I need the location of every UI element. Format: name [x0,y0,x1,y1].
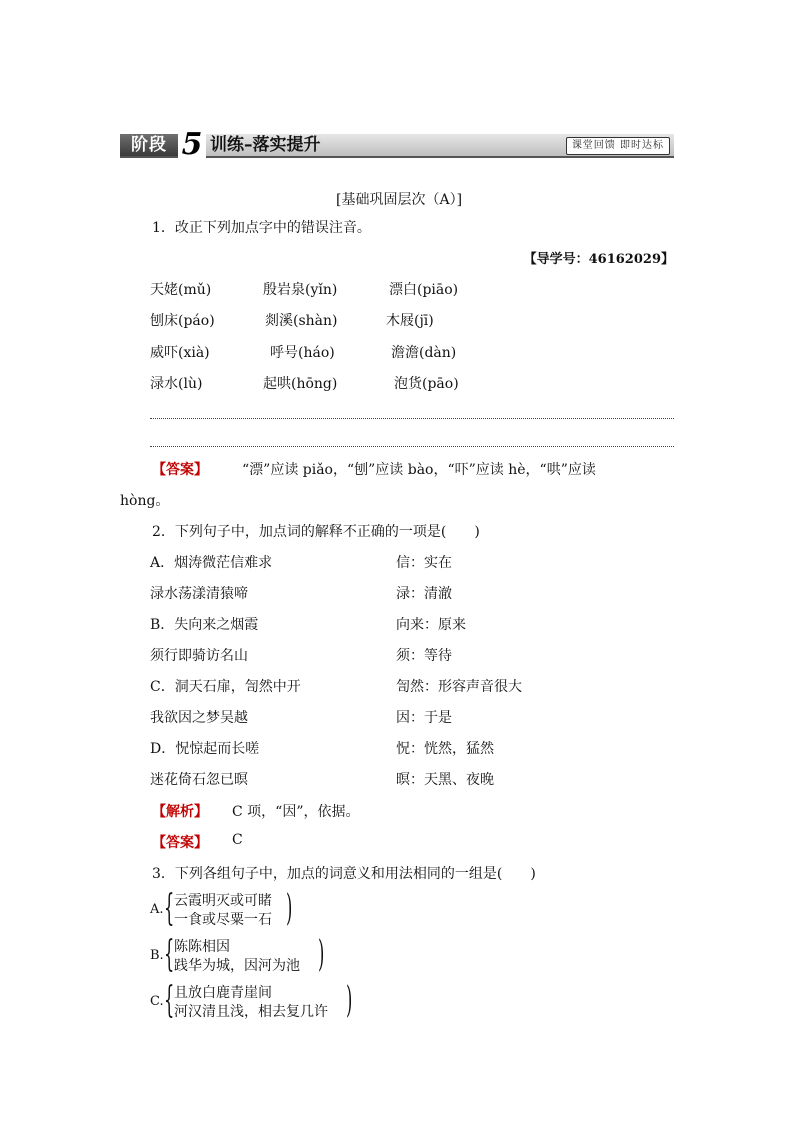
q2-sentence: 我欲因之梦吴越 [150,710,248,726]
q3-option-line: 一食或尽粟一石 [174,912,272,928]
right-paren-icon: ) [286,888,293,929]
q1-answer-text-cont: hòng。 [120,493,170,509]
q1-item: 泡货(pāo) [394,376,459,392]
banner-title: 训练–落实提升 [210,135,321,155]
q2-sentence: 迷花倚石忽已暝 [150,772,248,788]
q2-explanation: 訇然：形容声音很大 [396,679,522,695]
q3-option-b [150,936,350,976]
answer-line [150,418,674,419]
q2-sentence: A．烟涛微茫信难求 [150,555,273,571]
right-paren-icon: ) [318,934,325,975]
q1-item: 呼号(háo) [270,345,335,361]
q3-option-line: 云霞明灭或可睹 [174,893,272,909]
stage-label: 阶段 [120,134,178,156]
q2-sentence: C．洞天石扉，訇然中开 [150,679,301,695]
q1-answer-text: “漂”应读 piǎo，“刨”应读 bào，“吓”应读 hè，“哄”应读 [242,462,596,478]
q1-answer-label: 【答案】 [152,462,208,478]
left-brace-icon: { [164,888,175,929]
q2-question: 2．下列句子中，加点词的解释不正确的一项是( ) [152,524,480,540]
q2-analysis-label: 【解析】 [152,804,208,820]
left-brace-icon: { [164,934,175,975]
q1-item: 殷岩泉(yǐn) [263,282,338,298]
q2-explanation: 向来：原来 [396,617,466,633]
q2-analysis-text: C 项，“因”，依据。 [232,804,360,820]
banner-tag: 课堂回馈 即时达标 [566,137,670,155]
answer-line [150,446,674,447]
q1-item: 威吓(xià) [150,345,210,361]
q1-item: 天姥(mǔ) [150,282,212,298]
q1-item: 起哄(hōng) [263,376,338,392]
q3-option-label: C. [150,994,164,1009]
q2-sentence: 渌水荡漾清猿啼 [150,586,248,602]
q3-question: 3．下列各组句子中，加点的词意义和用法相同的一组是( ) [152,866,536,882]
q3-option-label: A. [150,902,164,917]
q3-option-line: 陈陈相因 [174,939,230,955]
q2-explanation: 怳：恍然，猛然 [396,741,494,757]
q2-explanation: 信：实在 [396,555,452,571]
q1-item: 木屐(jī) [386,313,434,329]
q3-option-label: B. [150,948,164,963]
q2-explanation: 暝：天黑、夜晚 [396,772,494,788]
section-title: [基础巩固层次（A）] [336,192,463,208]
q3-option-line: 且放白鹿青崖间 [174,985,272,1001]
q3-option-line: 河汉清且浅，相去复几许 [174,1004,328,1020]
q3-option-c [150,982,370,1022]
q3-option-a [150,890,350,930]
q2-sentence: 须行即骑访名山 [150,648,248,664]
q1-item: 漂白(piāo) [389,282,459,298]
q2-answer-text: C [232,832,243,848]
right-paren-icon: ) [346,980,353,1021]
q2-explanation: 因：于是 [396,710,452,726]
q2-answer-label: 【答案】 [152,835,208,851]
q1-item: 渌水(lù) [150,376,203,392]
q1-question: 1．改正下列加点字中的错误注音。 [152,220,371,236]
q2-explanation: 须：等待 [396,648,452,664]
stage-number: 5 [178,129,206,160]
q1-guide-number: 【导学号：46162029】 [523,252,674,267]
q1-item: 澹澹(dàn) [391,345,457,361]
q1-item: 刨床(páo) [150,313,215,329]
q2-sentence: B．失向来之烟霞 [150,617,259,633]
q1-item: 剡溪(shàn) [265,313,338,329]
left-brace-icon: { [164,980,175,1021]
q2-sentence: D．怳惊起而长嗟 [150,741,260,757]
stage-banner [120,127,674,162]
q2-explanation: 渌：清澈 [396,586,452,602]
q3-option-line: 践华为城，因河为池 [174,958,300,974]
